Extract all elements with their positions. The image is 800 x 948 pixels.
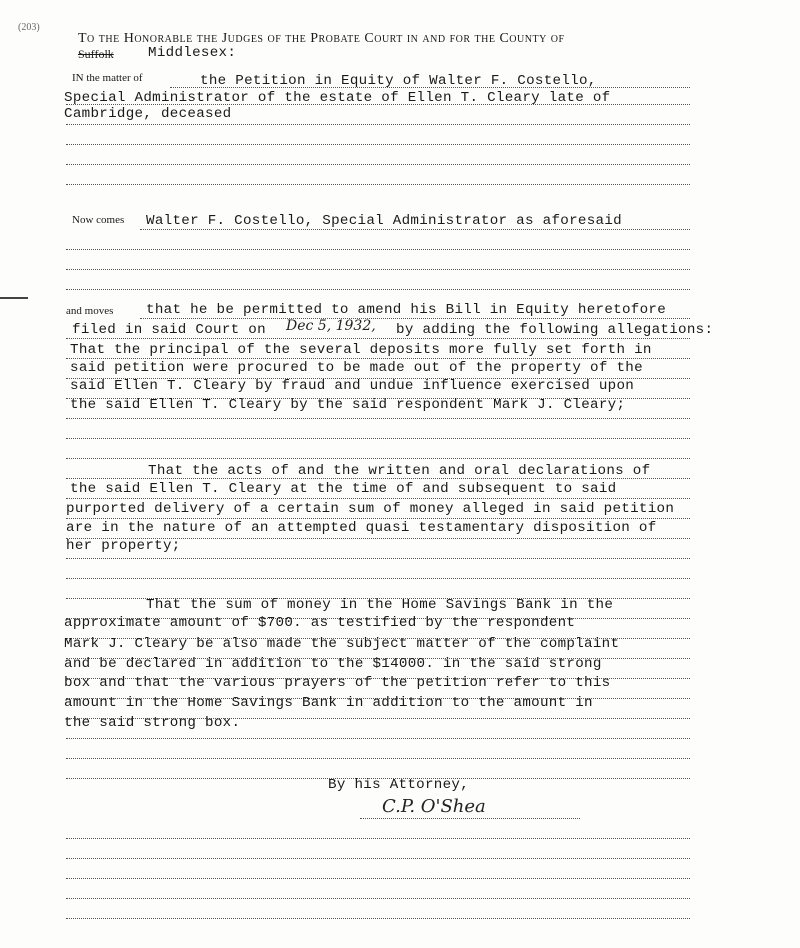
- para3-line-7: the said strong box.: [64, 715, 241, 731]
- para3-line-1: That the sum of money in the Home Savings Bank in the: [146, 597, 614, 613]
- para3-line-3: Mark J. Cleary be also made the subject matter of the complaint: [64, 636, 620, 652]
- dotted-line: [66, 858, 690, 859]
- attorney-signature: C.P. O'Shea: [382, 796, 486, 817]
- dotted-line: [66, 269, 690, 270]
- dotted-line: [66, 558, 690, 559]
- dotted-line: [66, 338, 690, 339]
- court-heading: To the Honorable the Judges of the Probate Court in and for the County of: [78, 31, 565, 46]
- dotted-line: [66, 878, 690, 879]
- para2-line-2: the said Ellen T. Cleary at the time of and subsequent to said: [70, 481, 617, 497]
- margin-mark: [0, 297, 28, 299]
- comes-text: Walter F. Costello, Special Administrator as aforesaid: [146, 213, 622, 229]
- dotted-line: [66, 738, 690, 739]
- moves-label: and moves: [66, 305, 114, 317]
- signature-line: [360, 818, 580, 819]
- handwritten-date: Dec 5, 1932,: [286, 318, 376, 334]
- matter-label: IN the matter of: [72, 72, 143, 84]
- matter-line-2: Special Administrator of the estate of Ellen T. Cleary late of: [64, 90, 611, 106]
- dotted-line: [66, 144, 690, 145]
- dotted-line: [66, 458, 690, 459]
- moves-line-2b: by adding the following allegations:: [396, 322, 714, 338]
- comes-label: Now comes: [72, 214, 125, 226]
- dotted-line: [66, 164, 690, 165]
- county-struck: Suffolk: [78, 47, 114, 61]
- para2-line-3: purported delivery of a certain sum of money alleged in said petition: [66, 501, 675, 517]
- dotted-line: [66, 418, 690, 419]
- dotted-line: [66, 518, 690, 519]
- dotted-line: [66, 758, 690, 759]
- matter-line-1: the Petition in Equity of Walter F. Costello,: [200, 73, 597, 89]
- dotted-line: [140, 229, 690, 230]
- moves-line-4: said petition were procured to be made out of the property of the: [70, 360, 643, 376]
- matter-line-3: Cambridge, deceased: [64, 106, 232, 122]
- para2-line-4: are in the nature of an attempted quasi testamentary disposition of: [66, 520, 657, 536]
- county-name: Middlesex:: [148, 45, 237, 61]
- dotted-line: [66, 478, 690, 479]
- dotted-line: [66, 898, 690, 899]
- moves-line-3: That the principal of the several deposits more fully set forth in: [70, 342, 652, 358]
- para3-line-5: box and that the various prayers of the petition refer to this: [64, 675, 611, 691]
- dotted-line: [66, 918, 690, 919]
- moves-line-6: the said Ellen T. Cleary by the said respondent Mark J. Cleary;: [70, 397, 626, 413]
- dotted-line: [66, 184, 690, 185]
- moves-line-1: that he be permitted to amend his Bill in Equity heretofore: [146, 302, 667, 318]
- para3-line-6: amount in the Home Savings Bank in addition to the amount in: [64, 695, 593, 711]
- dotted-line: [66, 578, 690, 579]
- para3-line-2: approximate amount of $700. as testified by the respondent: [64, 615, 576, 631]
- dotted-line: [140, 318, 690, 319]
- moves-line-5: said Ellen T. Cleary by fraud and undue influence exercised upon: [70, 378, 635, 394]
- para2-line-1: That the acts of and the written and oral declarations of: [148, 463, 651, 479]
- by-attorney: By his Attorney,: [328, 777, 470, 793]
- page-number: (203): [18, 22, 40, 33]
- dotted-line: [66, 289, 690, 290]
- dotted-line: [66, 438, 690, 439]
- dotted-line: [66, 498, 690, 499]
- dotted-line: [66, 838, 690, 839]
- dotted-line: [66, 124, 690, 125]
- para2-line-5: her property;: [66, 538, 181, 554]
- moves-line-2a: filed in said Court on: [72, 322, 266, 338]
- para3-line-4: and be declared in addition to the $14000. in the said strong: [64, 656, 602, 672]
- dotted-line: [66, 249, 690, 250]
- dotted-line: [66, 358, 690, 359]
